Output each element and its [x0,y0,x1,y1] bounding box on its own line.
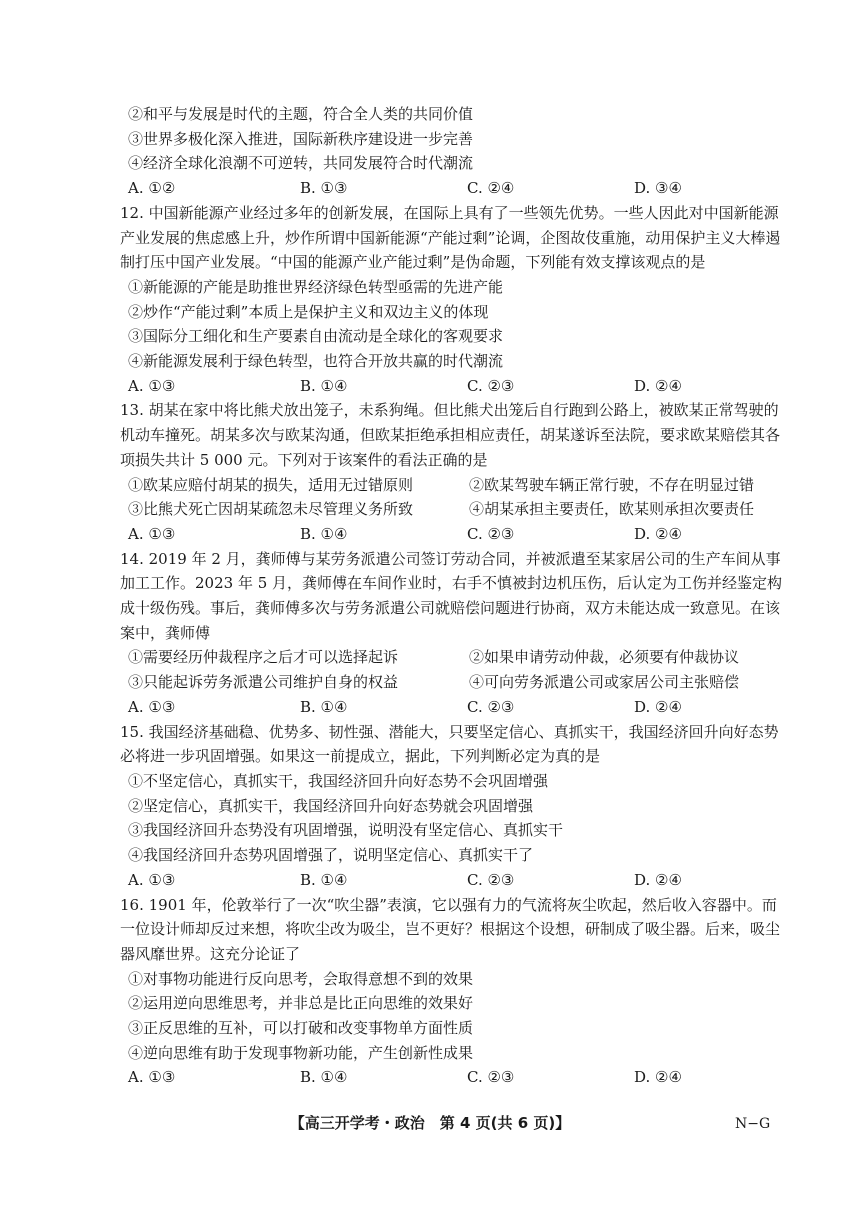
q15-item-4: ④我国经济回升态势巩固增强了，说明坚定信心、真抓实干了 [128,846,534,865]
q15-options [128,868,788,893]
q14-items-row-1 [128,645,788,670]
q12-item-3: ③国际分工细化和生产要素自由流动是全球化的客观要求 [128,327,504,346]
q13-items-row-2 [128,497,788,522]
q14-item-1: ①需要经历仲裁程序之后才可以选择起诉 [128,648,399,667]
q11-item-2: ②和平与发展是时代的主题，符合全人类的共同价值 [128,105,474,123]
q14-option-b: B. ①④ [300,697,348,716]
q12-option-a: A. ①③ [128,376,176,395]
q13-options [128,522,788,547]
question-13 [120,398,788,546]
q15-option-a: A. ①③ [128,870,176,889]
paper-code: N−G [735,1116,771,1132]
q14-items-row-2 [128,670,788,695]
q13-option-b: B. ①④ [300,524,348,543]
q16-options [128,1065,788,1090]
q11-option-a: A. ①② [128,179,176,198]
q11-item-3: ③世界多极化深入推进，国际新秩序建设进一步完善 [128,129,474,148]
q13-option-a: A. ①③ [128,524,176,543]
q14-stem: 14. 2019 年 2 月，龚师傅与某劳务派遣公司签订劳动合同，并被派遣至某家居公司的生产车间从事加工工作。2023 年 5 月，龚师傅在车间作业时，右手不慎被封边机压伤，后认定为工伤并经鉴定构成十级伤残。事后，龚师傅多次与劳务派遣公司就赔偿问题进行协商，双方未能达成一致意见。在该案中，龚师傅 [120,549,783,642]
q16-item-4: ④逆向思维有助于发现事物新功能，产生创新性成果 [128,1043,474,1062]
q16-option-a: A. ①③ [128,1068,176,1087]
q13-items-row-1 [128,473,788,498]
q12-stem: 12. 中国新能源产业经过多年的创新发展，在国际上具有了一些领先优势。一些人因此对中国新能源产业发展的焦虑感上升，炒作所谓中国新能源“产能过剩”论调，企图故伎重施，动用保护主义大棒遏制打压中国产业发展。“中国的能源产业产能过剩”是伪命题，下列能有效支撑该观点的是 [120,203,781,272]
q16-option-c: C. ②③ [467,1068,515,1087]
q13-option-c: C. ②③ [467,524,515,543]
q11-item-4: ④经济全球化浪潮不可逆转，共同发展符合时代潮流 [128,154,474,173]
question-15 [120,720,788,893]
q13-item-4: ④胡某承担主要责任，欧某则承担次要责任 [469,500,755,519]
q12-option-d: D. ②④ [634,376,682,395]
question-14 [120,547,788,720]
question-11-tail [128,102,788,201]
q14-item-2: ②如果申请劳动仲裁，必须要有仲裁协议 [469,648,740,667]
q12-item-4: ④新能源发展利于绿色转型，也符合开放共赢的时代潮流 [128,352,504,371]
q12-option-c: C. ②③ [467,376,515,395]
q13-stem: 13. 胡某在家中将比熊犬放出笼子，未系狗绳。但比熊犬出笼后自行跑到公路上，被欧某正常驾驶的机动车撞死。胡某多次与欧某沟通，但欧某拒绝承担相应责任，胡某遂诉至法院，要求欧某赔偿其各项损失共计 5 000 元。下列对于该案件的看法正确的是 [120,401,781,469]
q15-item-3: ③我国经济回升态势没有巩固增强，说明没有坚定信心、真抓实干 [128,821,564,840]
q16-stem: 16. 1901 年，伦敦举行了一次“吹尘器”表演，它以强有力的气流将灰尘吹起，然后收入容器中。而一位设计师却反过来想，将吹尘改为吸尘，岂不更好？根据这个设想，研制成了吸尘器。后来，吸尘器风靡世界。这充分论证了 [120,895,781,963]
q13-option-d: D. ②④ [634,524,682,543]
q15-option-c: C. ②③ [467,870,515,889]
q11-option-d: D. ③④ [634,179,682,198]
q12-options [128,374,788,399]
q15-option-d: D. ②④ [634,870,682,889]
q14-option-c: C. ②③ [467,697,515,716]
q13-item-1: ①欧某应赔付胡某的损失，适用无过错原则 [128,475,414,494]
q12-item-2: ②炒作“产能过剩”本质上是保护主义和双边主义的体现 [128,302,489,321]
q14-options [128,695,788,720]
q15-item-2: ②坚定信心，真抓实干，我国经济回升向好态势就会巩固增强 [128,796,534,815]
q11-option-b: B. ①③ [300,179,348,198]
q14-option-a: A. ①③ [128,697,176,716]
q15-stem: 15. 我国经济基础稳、优势多、韧性强、潜能大，只要坚定信心、真抓实干，我国经济回升向好态势必将进一步巩固增强。如果这一前提成立，据此，下列判断必定为真的是 [120,722,779,766]
q16-item-2: ②运用逆向思维思考，并非总是比正向思维的效果好 [128,994,474,1013]
q14-item-4: ④可向劳务派遣公司或家居公司主张赔偿 [469,673,740,692]
page-footer: 【高三开学考・政治 第 4 页(共 6 页)】 [289,1114,571,1132]
q13-item-3: ③比熊犬死亡因胡某疏忽未尽管理义务所致 [128,500,414,519]
q15-item-1: ①不坚定信心，真抓实干，我国经济回升向好态势不会巩固增强 [128,771,549,790]
q16-item-3: ③正反思维的互补，可以打破和改变事物单方面性质 [128,1019,474,1038]
page-content [120,102,788,1090]
q16-item-1: ①对事物功能进行反向思考，会取得意想不到的效果 [128,969,474,988]
q16-option-d: D. ②④ [634,1068,682,1087]
q13-item-2: ②欧某驾驶车辆正常行驶，不存在明显过错 [469,475,755,494]
q14-option-d: D. ②④ [634,697,682,716]
q11-option-c: C. ②④ [467,179,515,198]
q15-option-b: B. ①④ [300,870,348,889]
q11-options [128,176,788,201]
question-12 [120,201,788,399]
q12-item-1: ①新能源的产能是助推世界经济绿色转型亟需的先进产能 [128,277,504,296]
q16-option-b: B. ①④ [300,1068,348,1087]
question-16 [120,893,788,1091]
q14-item-3: ③只能起诉劳务派遣公司维护自身的权益 [128,673,399,692]
q12-option-b: B. ①④ [300,376,348,395]
